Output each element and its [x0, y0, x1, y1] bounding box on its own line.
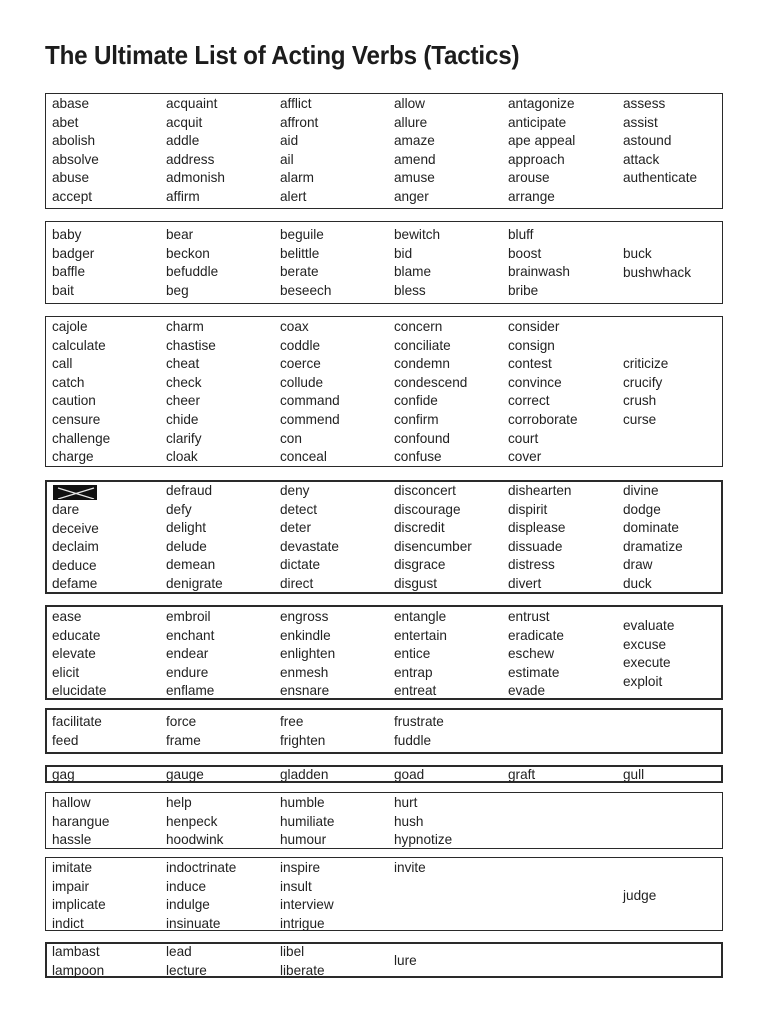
verb-c-c3-r3: condescend — [394, 374, 468, 390]
verb-d-c1-r0: defraud — [166, 483, 213, 498]
verb-e-c3-r0: entangle — [394, 609, 447, 624]
verb-h-c0-r1: harangue — [52, 813, 110, 829]
verb-a-c3-r4: amuse — [394, 170, 435, 186]
verb-d-c0-r1: deceive — [52, 520, 99, 536]
verb-a-c2-r4: alarm — [280, 170, 314, 186]
verb-a-c4-r4: arouse — [508, 170, 550, 186]
verb-d-c4-r2: displease — [508, 520, 566, 536]
verb-e-c4-r0: entrust — [508, 609, 550, 624]
verb-a-c2-r0: afflict — [280, 96, 312, 111]
verb-b-c1-r3: beg — [166, 282, 189, 298]
verb-c-c3-r7: confuse — [394, 449, 442, 465]
verb-i-c0-r3: indict — [52, 915, 84, 931]
verb-h-c3-r2: hypnotize — [394, 832, 453, 848]
group-g — [45, 765, 723, 783]
verb-e-c4-r4: evade — [508, 683, 546, 699]
verb-d-c1-r2: delight — [166, 520, 207, 536]
verb-i-c2-r2: interview — [280, 897, 334, 913]
group-l — [45, 942, 723, 978]
verb-c-c1-r4: cheer — [166, 393, 201, 409]
verb-c-c3-r4: confide — [394, 393, 438, 409]
verb-b-c3-r0: bewitch — [394, 227, 441, 242]
verb-a-c0-r3: absolve — [52, 151, 99, 167]
verb-f-c0-r0: facilitate — [52, 714, 102, 729]
verb-g-c5-r0: gull — [623, 767, 645, 782]
verb-c-c5-r0: criticize — [623, 356, 669, 371]
group-h — [45, 792, 723, 849]
verb-e-c1-r3: endure — [166, 664, 209, 680]
verb-b-c4-r3: bribe — [508, 282, 539, 298]
verb-c-c1-r7: cloak — [166, 449, 198, 465]
verb-c-c0-r6: challenge — [52, 430, 111, 446]
verb-c-c0-r5: censure — [52, 412, 101, 427]
verb-c-c1-r2: cheat — [166, 356, 200, 372]
verb-e-c0-r2: elevate — [52, 646, 96, 662]
verb-d-c2-r3: devastate — [280, 538, 339, 554]
verb-i-c0-r1: impair — [52, 878, 90, 894]
verb-i-c1-r3: insinuate — [166, 915, 221, 931]
verb-f-c3-r0: frustrate — [394, 714, 444, 729]
verb-b-c4-r2: brainwash — [508, 264, 570, 280]
verb-a-c0-r5: accept — [52, 189, 93, 204]
verb-d-c0-r2: declaim — [52, 539, 99, 555]
verb-b-c2-r1: belittle — [280, 245, 320, 261]
verb-i-c0-r0: imitate — [52, 860, 93, 875]
verb-b-c2-r2: berate — [280, 264, 319, 280]
verb-c-c3-r1: conciliate — [394, 337, 451, 353]
verb-c-c3-r2: condemn — [394, 356, 450, 372]
verb-h-c0-r2: hassle — [52, 832, 92, 848]
verb-i-c2-r1: insult — [280, 878, 312, 894]
verb-h-c2-r2: humour — [280, 832, 327, 848]
verb-c-c0-r1: calculate — [52, 337, 106, 353]
verb-l-c0-r0: lambast — [52, 944, 100, 959]
verb-a-c2-r3: ail — [280, 151, 294, 167]
verb-c-c3-r5: confirm — [394, 412, 439, 427]
verb-c-c4-r2: contest — [508, 356, 552, 372]
verb-e-c5-r1: excuse — [623, 636, 667, 652]
verb-d-c0-r4: defame — [52, 576, 98, 592]
verb-a-c0-r2: abolish — [52, 133, 96, 149]
verb-d-c3-r1: discourage — [394, 501, 461, 517]
verb-h-c1-r1: henpeck — [166, 813, 218, 829]
verb-e-c0-r3: elicit — [52, 664, 80, 680]
verb-l-c2-r1: liberate — [280, 962, 325, 978]
verb-i-c0-r2: implicate — [52, 897, 106, 913]
verb-b-c5-r1: bushwhack — [623, 264, 692, 280]
verb-a-c1-r3: address — [166, 151, 215, 167]
verb-d-c5-r3: dramatize — [623, 538, 683, 554]
verb-e-c3-r4: entreat — [394, 683, 437, 699]
verb-c-c2-r4: command — [280, 393, 340, 409]
verb-b-c0-r1: badger — [52, 245, 95, 261]
verb-c-c3-r6: confound — [394, 430, 450, 446]
group-d — [45, 480, 723, 594]
verb-a-c3-r2: amaze — [394, 133, 435, 149]
verb-f-c3-r1: fuddle — [394, 732, 432, 748]
verb-c-c1-r6: clarify — [166, 430, 202, 446]
verb-a-c4-r1: anticipate — [508, 114, 567, 130]
verb-e-c4-r3: estimate — [508, 664, 560, 680]
group-b — [45, 221, 723, 304]
verb-f-c1-r1: frame — [166, 732, 201, 748]
verb-c-c0-r0: cajole — [52, 319, 88, 334]
verb-a-c1-r0: acquaint — [166, 96, 218, 111]
verb-e-c3-r1: entertain — [394, 627, 447, 643]
verb-e-c4-r2: eschew — [508, 646, 555, 662]
verb-c-c1-r1: chastise — [166, 337, 216, 353]
verb-i-c1-r0: indoctrinate — [166, 860, 237, 875]
verb-c-c2-r1: coddle — [280, 337, 321, 353]
verb-h-c3-r1: hush — [394, 813, 424, 829]
verb-l-c0-r1: lampoon — [52, 962, 105, 978]
verb-h-c1-r2: hoodwink — [166, 832, 224, 848]
verb-e-c5-r3: exploit — [623, 673, 663, 689]
verb-c-c4-r4: correct — [508, 393, 550, 409]
verb-a-c1-r1: acquit — [166, 114, 203, 130]
verb-d-c4-r4: distress — [508, 557, 555, 573]
verb-i-c3-r0: invite — [394, 860, 426, 875]
verb-d-c5-r1: dodge — [623, 501, 661, 517]
verb-d-c2-r2: deter — [280, 520, 311, 536]
verb-a-c0-r4: abuse — [52, 170, 90, 186]
redacted-word-mark — [53, 485, 97, 500]
group-e — [45, 605, 723, 700]
verb-b-c3-r2: blame — [394, 264, 432, 280]
verb-e-c1-r2: endear — [166, 646, 209, 662]
verb-c-c0-r2: call — [52, 356, 73, 372]
verb-a-c5-r2: astound — [623, 133, 672, 149]
verb-a-c0-r1: abet — [52, 114, 79, 130]
verb-a-c3-r5: anger — [394, 189, 429, 204]
verb-e-c2-r0: engross — [280, 609, 329, 624]
verb-b-c3-r3: bless — [394, 282, 426, 298]
verb-d-c1-r4: demean — [166, 557, 216, 573]
verb-c-c3-r0: concern — [394, 319, 443, 334]
verb-c-c0-r7: charge — [52, 449, 94, 465]
verb-d-c4-r5: divert — [508, 576, 542, 591]
group-c — [45, 316, 723, 467]
verb-c-c0-r4: caution — [52, 393, 96, 409]
verb-e-c2-r4: ensnare — [280, 683, 330, 699]
verb-a-c3-r1: allure — [394, 114, 428, 130]
verb-e-c2-r3: enmesh — [280, 664, 329, 680]
verb-h-c2-r1: humiliate — [280, 813, 335, 829]
verb-l-c2-r0: libel — [280, 944, 305, 959]
verb-a-c2-r5: alert — [280, 189, 307, 204]
verb-c-c4-r1: consign — [508, 337, 555, 353]
verb-d-c5-r4: draw — [623, 557, 653, 573]
verb-b-c1-r1: beckon — [166, 245, 210, 261]
verb-l-c1-r0: lead — [166, 944, 192, 959]
verb-c-c2-r0: coax — [280, 319, 309, 334]
verb-b-c2-r3: beseech — [280, 282, 332, 298]
verb-e-c5-r2: execute — [623, 655, 671, 671]
verb-i-c2-r3: intrigue — [280, 915, 325, 931]
verb-d-c3-r4: disgrace — [394, 557, 446, 573]
verb-a-c5-r0: assess — [623, 96, 666, 111]
verb-d-c2-r1: detect — [280, 501, 318, 517]
verb-b-c0-r0: baby — [52, 227, 82, 242]
verb-e-c0-r0: ease — [52, 609, 82, 624]
verb-d-c2-r4: dictate — [280, 557, 321, 573]
verb-b-c0-r2: baffle — [52, 264, 86, 280]
verb-a-c4-r0: antagonize — [508, 96, 575, 111]
verb-i-c5-r0: judge — [623, 888, 657, 903]
verb-l-c1-r1: lecture — [166, 962, 207, 978]
group-i — [45, 857, 723, 931]
verb-e-c4-r1: eradicate — [508, 627, 564, 643]
verb-a-c4-r5: arrange — [508, 189, 555, 204]
verb-a-c5-r1: assist — [623, 114, 658, 130]
verb-l-c3-r0: lure — [394, 953, 417, 968]
verb-c-c2-r2: coerce — [280, 356, 321, 372]
verb-e-c1-r0: embroil — [166, 609, 211, 624]
verb-b-c3-r1: bid — [394, 245, 413, 261]
verb-e-c3-r3: entrap — [394, 664, 433, 680]
verb-h-c3-r0: hurt — [394, 795, 418, 810]
verb-d-c3-r0: disconcert — [394, 483, 456, 498]
verb-c-c4-r3: convince — [508, 374, 562, 390]
verb-h-c0-r0: hallow — [52, 795, 91, 810]
verb-b-c0-r3: bait — [52, 282, 74, 298]
verb-f-c0-r1: feed — [52, 732, 79, 748]
page-title: The Ultimate List of Acting Verbs (Tactics) — [45, 40, 520, 70]
verb-d-c3-r2: discredit — [394, 520, 445, 536]
verb-b-c5-r0: buck — [623, 246, 652, 261]
verb-c-c2-r6: con — [280, 430, 302, 446]
verb-g-c2-r0: gladden — [280, 767, 329, 782]
verb-e-c2-r2: enlighten — [280, 646, 336, 662]
verb-a-c5-r3: attack — [623, 151, 660, 167]
verb-d-c3-r5: disgust — [394, 576, 438, 591]
verb-b-c4-r0: bluff — [508, 227, 534, 242]
verb-a-c2-r1: affront — [280, 114, 319, 130]
verb-d-c5-r0: divine — [623, 483, 659, 498]
verb-c-c4-r5: corroborate — [508, 412, 578, 427]
verb-g-c4-r0: graft — [508, 767, 536, 782]
verb-c-c5-r1: crucify — [623, 374, 663, 390]
verb-c-c2-r7: conceal — [280, 449, 327, 465]
verb-d-c1-r3: delude — [166, 538, 207, 554]
verb-e-c0-r1: educate — [52, 627, 101, 643]
verb-h-c1-r0: help — [166, 795, 192, 810]
verb-e-c3-r2: entice — [394, 646, 431, 662]
verb-a-c1-r4: admonish — [166, 170, 225, 186]
verb-d-c1-r1: defy — [166, 501, 192, 517]
verb-c-c4-r6: court — [508, 430, 539, 446]
verb-c-c2-r3: collude — [280, 374, 324, 390]
verb-a-c5-r4: authenticate — [623, 170, 698, 186]
verb-a-c2-r2: aid — [280, 133, 299, 149]
verb-a-c4-r3: approach — [508, 151, 565, 167]
verb-a-c3-r0: allow — [394, 96, 425, 111]
verb-f-c2-r1: frighten — [280, 732, 326, 748]
verb-e-c0-r4: elucidate — [52, 683, 107, 699]
verb-c-c5-r3: curse — [623, 411, 657, 427]
verb-i-c1-r1: induce — [166, 878, 207, 894]
verb-c-c1-r5: chide — [166, 412, 199, 427]
verb-a-c1-r5: affirm — [166, 189, 200, 204]
verb-c-c2-r5: commend — [280, 412, 340, 427]
verb-i-c1-r2: indulge — [166, 897, 210, 913]
verb-f-c1-r0: force — [166, 714, 197, 729]
verb-d-c4-r0: dishearten — [508, 483, 572, 498]
verb-g-c1-r0: gauge — [166, 767, 204, 782]
verb-d-c3-r3: disencumber — [394, 538, 472, 554]
verb-e-c1-r1: enchant — [166, 627, 215, 643]
verb-g-c0-r0: gag — [52, 767, 75, 782]
group-f — [45, 708, 723, 754]
verb-d-c4-r3: dissuade — [508, 538, 563, 554]
verb-c-c4-r7: cover — [508, 449, 542, 465]
verb-i-c2-r0: inspire — [280, 860, 321, 875]
verb-h-c2-r0: humble — [280, 795, 325, 810]
verb-b-c4-r1: boost — [508, 245, 542, 261]
verb-d-c1-r5: denigrate — [166, 576, 223, 591]
verb-b-c1-r2: befuddle — [166, 264, 219, 280]
verb-e-c1-r4: enflame — [166, 683, 215, 699]
verb-e-c2-r1: enkindle — [280, 627, 331, 643]
verb-a-c1-r2: addle — [166, 133, 200, 149]
verb-d-c0-r0: dare — [52, 502, 80, 517]
verb-a-c4-r2: ape appeal — [508, 133, 576, 149]
verb-c-c4-r0: consider — [508, 319, 560, 334]
verb-a-c0-r0: abase — [52, 96, 90, 111]
group-a — [45, 93, 723, 209]
verb-c-c1-r0: charm — [166, 319, 204, 334]
verb-f-c2-r0: free — [280, 714, 304, 729]
verb-d-c2-r0: deny — [280, 483, 310, 498]
verb-c-c1-r3: check — [166, 374, 202, 390]
verb-d-c5-r2: dominate — [623, 520, 679, 536]
verb-c-c0-r3: catch — [52, 374, 85, 390]
verb-d-c2-r5: direct — [280, 576, 314, 591]
verb-d-c4-r1: dispirit — [508, 501, 548, 517]
verb-e-c5-r0: evaluate — [623, 618, 675, 633]
verb-b-c2-r0: beguile — [280, 227, 324, 242]
verb-a-c3-r3: amend — [394, 151, 436, 167]
verb-d-c0-r3: deduce — [52, 557, 97, 573]
verb-b-c1-r0: bear — [166, 227, 194, 242]
verb-c-c5-r2: crush — [623, 393, 657, 409]
verb-d-c5-r5: duck — [623, 576, 652, 591]
verb-g-c3-r0: goad — [394, 767, 425, 782]
